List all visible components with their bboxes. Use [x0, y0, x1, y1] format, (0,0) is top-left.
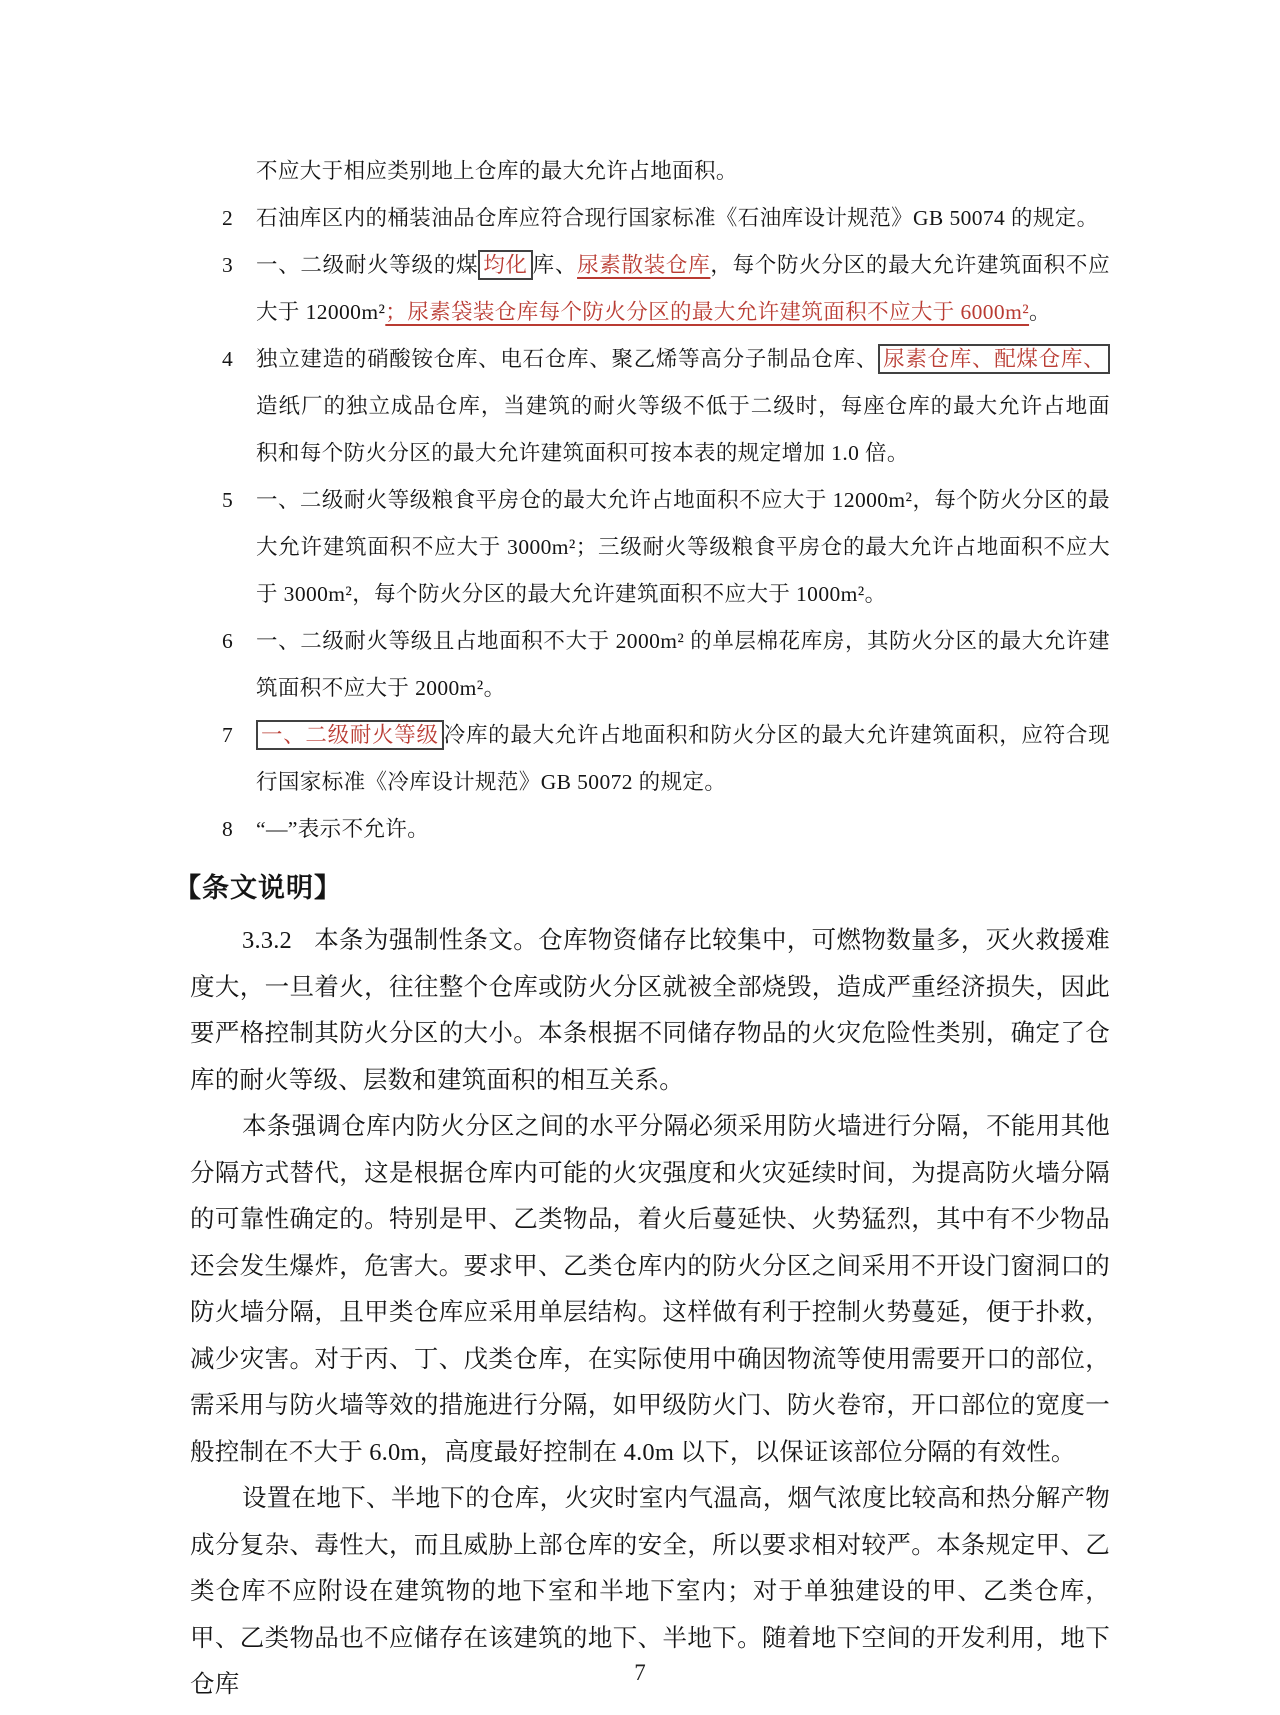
boxed-revision-text: 尿素仓库、配煤仓库、 — [878, 344, 1110, 374]
note-item-8 — [190, 806, 1110, 853]
clause-commentary-header: 【条文说明】 — [174, 873, 342, 903]
note-item-4 — [190, 336, 1110, 477]
clause-number: 3.3.2 — [242, 927, 292, 954]
note-continuation-line: 不应大于相应类别地上仓库的最大允许占地面积。 — [256, 159, 738, 183]
note-item-6 — [190, 618, 1110, 712]
page-content — [174, 148, 1110, 1709]
note-number: 8 — [222, 817, 233, 841]
text-run: 设置在地下、半地下的仓库，火灾时室内气温高，烟气浓度比较高和热分解产物成分复杂、毒性大，而且威胁上部仓库的安全，所以要求相对较严。本条规定甲、乙类仓库不应附设在建筑物的地下室和半地下室内；对于单独建设的甲、乙类仓库，甲、乙类物品也不应储存在该建筑的地下、半地下。随着地下空间的开发利用，地下仓库 — [190, 1485, 1110, 1698]
note-item-2 — [190, 195, 1110, 242]
note-item-5 — [190, 477, 1110, 618]
text-run: 库、 — [532, 253, 578, 277]
note-number: 7 — [222, 723, 233, 747]
underlined-revision-text: 尿素散装仓库 — [577, 253, 711, 277]
text-run: ，每个防火分区的最大允许建筑面积不应大于 12000m² — [256, 253, 1110, 324]
text-run: 一、二级耐火等级粮食平房仓的最大允许占地面积不应大于 12000m²，每个防火分区的最大允许建筑面积不应大于 3000m²；三级耐火等级粮食平房仓的最大允许占地面积不应大于 3000m²，每个防火分区的最大允许建筑面积不应大于 1000m²。 — [256, 488, 1110, 606]
note-item-3 — [190, 242, 1110, 336]
text-run: 冷库的最大允许占地面积和防火分区的最大允许建筑面积，应符合现行国家标准《冷库设计规范》GB 50072 的规定。 — [256, 723, 1110, 794]
text-run: 一、二级耐火等级且占地面积不大于 2000m² 的单层棉花库房，其防火分区的最大允许建筑面积不应大于 2000m²。 — [256, 629, 1110, 700]
note-number: 5 — [222, 488, 233, 512]
notes-section — [190, 148, 1110, 853]
note-number: 6 — [222, 629, 233, 653]
note-item-7 — [190, 712, 1110, 806]
note-number: 3 — [222, 253, 233, 277]
text-run: 一、二级耐火等级的煤 — [256, 253, 479, 277]
text-run: 。 — [1029, 300, 1051, 324]
note-number: 4 — [222, 347, 233, 371]
text-run: 本条强调仓库内防火分区之间的水平分隔必须采用防火墙进行分隔，不能用其他分隔方式替代，这是根据仓库内可能的火灾强度和火灾延续时间，为提高防火墙分隔的可靠性确定的。特别是甲、乙类物品，着火后蔓延快、火势猛烈，其中有不少物品还会发生爆炸，危害大。要求甲、乙类仓库内的防火分区之间采用不开设门窗洞口的防火墙分隔，且甲类仓库应采用单层结构。这样做有利于控制火势蔓延，便于扑救，减少灾害。对于丙、丁、戊类仓库，在实际使用中确因物流等使用需要开口的部位，需采用与防火墙等效的措施进行分隔，如甲级防火门、防火卷帘，开口部位的宽度一般控制在不大于 6.0m，高度最好控制在 4.0m 以下，以保证该部位分隔的有效性。 — [190, 1113, 1110, 1466]
boxed-revision-text: 一、二级耐火等级 — [256, 720, 444, 750]
text-run: 独立建造的硝酸铵仓库、电石仓库、聚乙烯等高分子制品仓库、 — [256, 347, 879, 371]
text-run: “—”表示不允许。 — [256, 817, 430, 841]
note-number: 2 — [222, 206, 233, 230]
underlined-revision-text: ；尿素袋装仓库每个防火分区的最大允许建筑面积不应大于 6000m² — [385, 300, 1030, 324]
boxed-revision-text: 均化 — [478, 250, 532, 280]
text-run: 石油库区内的桶装油品仓库应符合现行国家标准《石油库设计规范》GB 50074 的规定。 — [256, 206, 1099, 230]
commentary-paragraph-2 — [190, 1104, 1110, 1476]
commentary-paragraph-1 — [190, 918, 1110, 1104]
clause-commentary-section — [174, 865, 1110, 1709]
text-run: 造纸厂的独立成品仓库，当建筑的耐火等级不低于二级时，每座仓库的最大允许占地面积和每个防火分区的最大允许建筑面积可按本表的规定增加 1.0 倍。 — [256, 394, 1110, 465]
page-number: 7 — [634, 1660, 646, 1685]
text-run: 本条为强制性条文。仓库物资储存比较集中，可燃物数量多，灭火救援难度大，一旦着火，往往整个仓库或防火分区就被全部烧毁，造成严重经济损失，因此要严格控制其防火分区的大小。本条根据不同储存物品的火灾危险性类别，确定了仓库的耐火等级、层数和建筑面积的相互关系。 — [190, 927, 1110, 1094]
